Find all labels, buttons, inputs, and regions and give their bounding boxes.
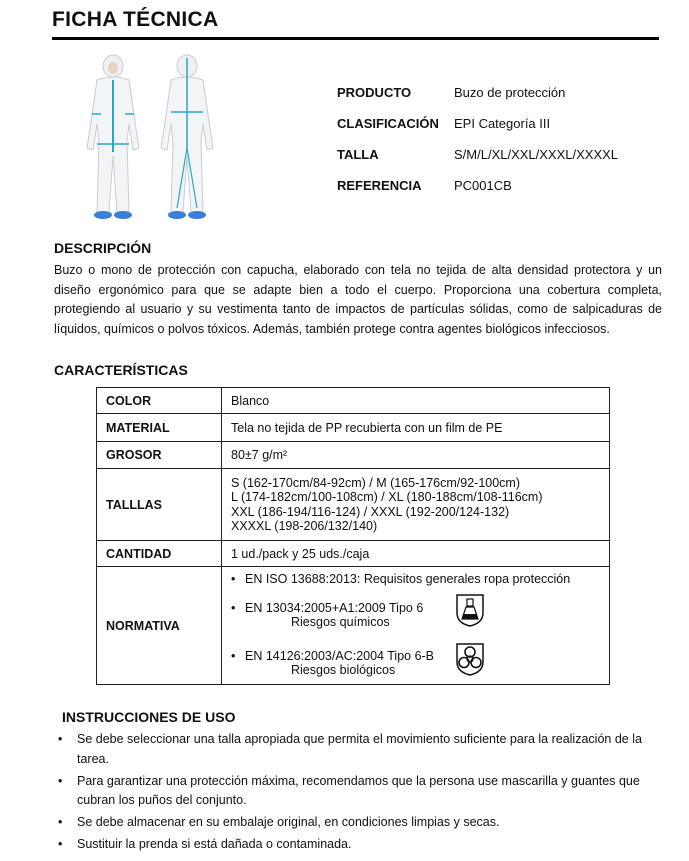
info-label: REFERENCIA (337, 178, 422, 193)
instructions-list (57, 730, 657, 857)
table-row-normativa (97, 567, 610, 685)
characteristics-table (96, 387, 610, 685)
coverall-product-image (75, 52, 225, 224)
title-divider (52, 37, 659, 40)
row-label: NORMATIVA (97, 567, 222, 685)
chemical-hazard-icon (453, 593, 487, 627)
list-item: • Se debe almacenar en su embalaje original, en condiciones limpias y secas. (58, 815, 500, 830)
norm-item: • EN 14126:2003/AC:2004 Tipo 6-B Riesgos biológicos (231, 649, 435, 677)
table-row-material (97, 414, 610, 442)
biohazard-icon (453, 642, 487, 676)
size-line: L (174-182cm/100-108cm) / XL (180-188cm/108-116cm) (231, 490, 543, 504)
size-line: S (162-170cm/84-92cm) / M (165-176cm/92-100cm) (231, 475, 521, 490)
norm-item: • EN ISO 13688:2013: Requisitos generales ropa protección (231, 572, 571, 586)
row-label: COLOR (97, 388, 222, 414)
table-row-color (97, 388, 610, 414)
size-line: XXXXL (198-206/132/140) (231, 519, 378, 533)
norm-text: EN 13034:2005+A1:2009 Tipo 6 (245, 601, 424, 615)
row-value (222, 567, 610, 685)
coverall-back-view (161, 55, 213, 219)
row-label: GROSOR (97, 442, 222, 469)
description-text: Buzo o mono de protección con capucha, elaborado con tela no tejida de alta densidad protectora y un diseño ergonómico para que se adapte bien a todo el cuerpo. Proporciona una cobertura completa, protegiendo al usuario y su vestimenta tanto de impactos de partículas sólidas, como de salpicaduras de líquidos, químicos o polvos tóxicos. Además, también protege contra agentes biológicos infecciosos. (54, 263, 662, 336)
row-value: 80±7 g/m² (222, 442, 610, 469)
instructions-heading: INSTRUCCIONES DE USO (62, 709, 236, 725)
info-value: Buzo de protección (454, 85, 566, 100)
description-heading: DESCRIPCIÓN (54, 240, 152, 256)
row-label: TALLLAS (97, 469, 222, 541)
norm-item: • EN 13034:2005+A1:2009 Tipo 6 Riesgos químicos (231, 601, 424, 629)
list-item: • Sustituir la prenda si está dañada o contaminada. (58, 836, 352, 851)
norm-text: EN ISO 13688:2013: Requisitos generales ropa protección (245, 572, 571, 586)
list-item: • Se debe seleccionar una talla apropiada que permita el movimiento suficiente para la realización de la tarea. (58, 732, 642, 766)
info-value: S/M/L/XL/XXL/XXXL/XXXXL (454, 147, 619, 162)
row-value: 1 ud./pack y 25 uds./caja (222, 541, 610, 567)
list-item: • Para garantizar una protección máxima, recomendamos que la persona use mascarilla y guantes que cubran los puños del conjunto. (58, 773, 640, 808)
norm-text: EN 14126:2003/AC:2004 Tipo 6-B (245, 649, 435, 663)
info-value: EPI Categoría III (454, 116, 551, 131)
info-label: CLASIFICACIÓN (337, 116, 439, 131)
row-label: CANTIDAD (97, 541, 222, 567)
info-value: PC001CB (454, 178, 512, 193)
instruction-text: Sustituir la prenda si está dañada o contaminada. (77, 836, 352, 851)
info-label: PRODUCTO (337, 85, 412, 100)
norm-subtext: Riesgos químicos (291, 615, 390, 629)
row-value: Blanco (222, 388, 610, 414)
row-value (222, 469, 610, 541)
document-title: FICHA TÉCNICA (52, 8, 219, 31)
instruction-text: Se debe seleccionar una talla apropiada que permita el movimiento suficiente para la realización de la tarea. (77, 732, 642, 766)
coverall-front-view (87, 55, 139, 219)
characteristics-heading: CARACTERÍSTICAS (54, 362, 188, 378)
table-row-tallas (97, 469, 610, 541)
size-line: XXL (186-194/116-124) / XXXL (192-200/124-132) (231, 504, 510, 519)
table-row-grosor (97, 442, 610, 469)
info-label: TALLA (337, 147, 379, 162)
row-value: Tela no tejida de PP recubierta con un film de PE (222, 414, 610, 442)
table-row-cantidad (97, 541, 610, 567)
instruction-text: Se debe almacenar en su embalaje original, en condiciones limpias y secas. (77, 815, 500, 830)
instruction-text: Para garantizar una protección máxima, recomendamos que la persona use mascarilla y guantes que cubran los puños del conjunto. (77, 773, 640, 808)
norm-subtext: Riesgos biológicos (291, 663, 396, 677)
row-label: MATERIAL (97, 414, 222, 442)
